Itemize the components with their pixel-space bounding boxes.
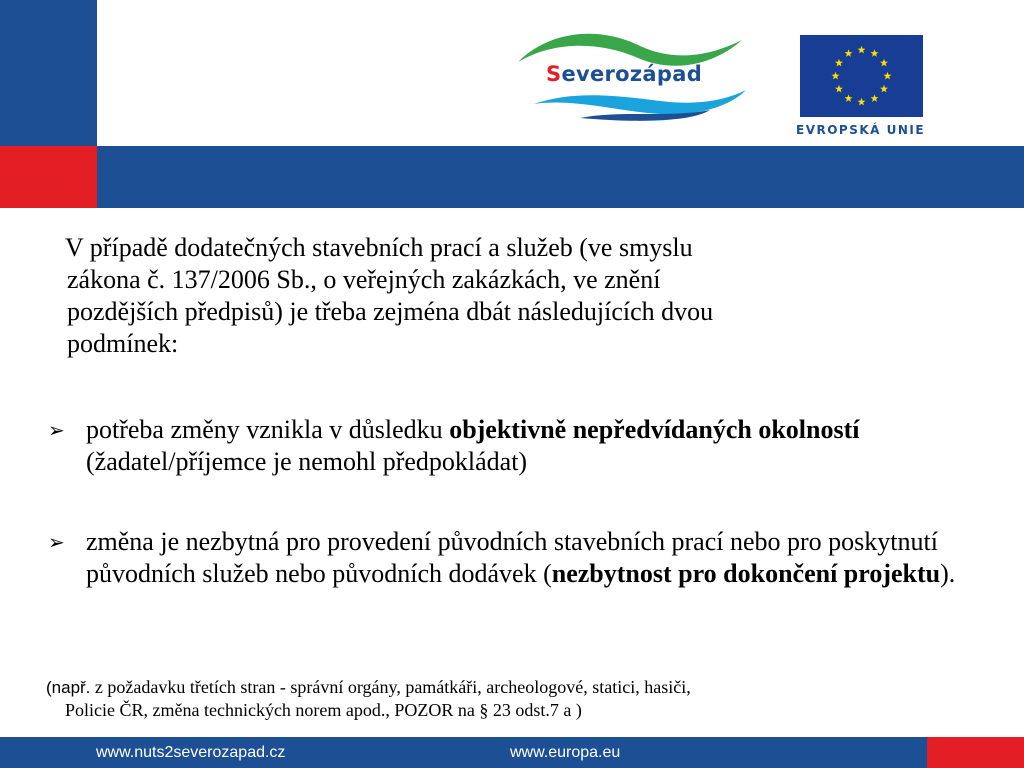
bullet-emphasis-2: nezbytnost pro dokončení projektu — [551, 559, 941, 588]
footnote-prefix: (např. — [46, 678, 91, 697]
intro-first-line: V případě dodatečných stavebních prací a služeb (ve smyslu — [65, 233, 693, 262]
severozapad-logo-text: Severozápad — [546, 62, 703, 86]
bullet-text-2: změna je nezbytná pro provedení původních stavebních prací nebo pro poskytnutí původních služeb nebo původních dodávek (nezbytnost pro dokončení projektu). — [86, 527, 956, 588]
arrow-bullet-icon: ➢ — [48, 418, 65, 442]
footer-red-block — [927, 737, 1024, 768]
footnote — [46, 676, 996, 722]
bullet-text-1: potřeba změny vznikla v důsledku objektivně nepředvídaných okolností (žadatel/příjemce je nemohl předpokládat) — [86, 415, 860, 476]
footer-link-europa[interactable]: www.europa.eu — [510, 744, 621, 761]
eu-caption: EVROPSKÁ UNIE — [796, 123, 926, 137]
bullet-emphasis-1: objektivně nepředvídaných okolností — [449, 415, 860, 444]
footnote-line-1: z požadavku třetích stran - správní orgány, památkáři, archeologové, statici, hasiči, — [90, 677, 691, 697]
arrow-bullet-icon: ➢ — [48, 530, 65, 554]
footer-link-nuts2[interactable]: www.nuts2severozapad.cz — [96, 744, 286, 761]
footnote-line-2: Policie ČR, změna technických norem apod., POZOR na § 23 odst.7 a ) — [65, 700, 582, 720]
footer-bar — [0, 737, 1024, 768]
intro-continuation: zákona č. 137/2006 Sb., o veřejných zakázkách, ve znění pozdějších předpisů) je třeba zejména dbát následujících dvou podmínek: — [67, 265, 714, 358]
